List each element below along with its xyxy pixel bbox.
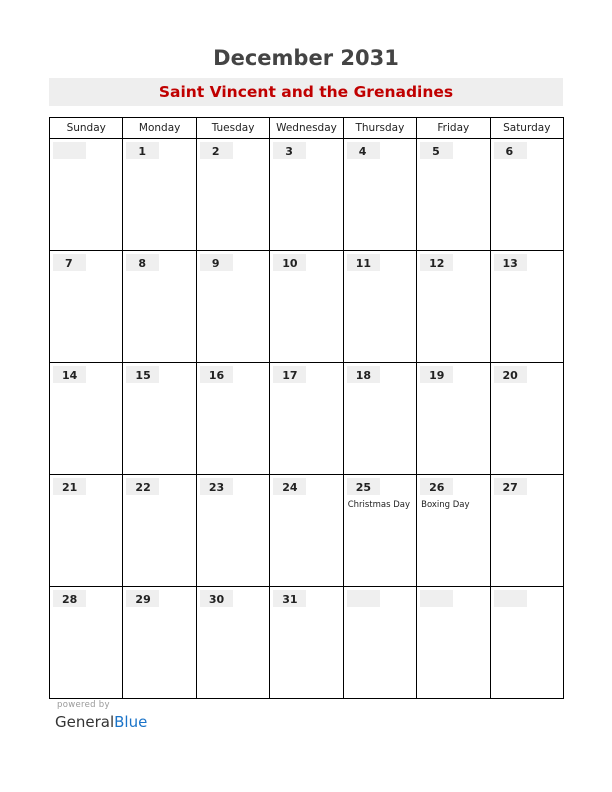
holiday-label: Boxing Day: [421, 500, 470, 510]
day-cell[interactable]: [343, 587, 416, 699]
day-number: 26: [429, 481, 445, 494]
day-cell[interactable]: [417, 139, 490, 251]
day-cell[interactable]: [196, 251, 269, 363]
day-cell[interactable]: [123, 475, 196, 587]
day-cell[interactable]: [343, 475, 416, 587]
day-cell[interactable]: [270, 139, 343, 251]
day-cell[interactable]: [270, 251, 343, 363]
day-cell[interactable]: [123, 251, 196, 363]
day-cell[interactable]: [196, 139, 269, 251]
day-number: 3: [285, 145, 293, 158]
weekday-saturday: Saturday: [490, 118, 563, 139]
brand-blue: Blue: [114, 713, 148, 731]
day-number: 9: [211, 257, 220, 270]
day-cell[interactable]: [123, 587, 196, 699]
powered-by-text: powered by: [57, 700, 110, 710]
day-number: 7: [65, 257, 73, 270]
day-number-tab: [347, 590, 380, 607]
day-cell[interactable]: [50, 251, 123, 363]
day-cell[interactable]: [343, 363, 416, 475]
day-number: 5: [432, 145, 440, 158]
page-title: December 2031: [213, 46, 399, 70]
day-cell[interactable]: [343, 251, 416, 363]
country-name: Saint Vincent and the Grenadines: [158, 83, 454, 101]
weekday-header-row: [50, 118, 564, 139]
brand-logo[interactable]: [55, 713, 147, 731]
week-row: [50, 363, 564, 475]
day-cell[interactable]: [270, 363, 343, 475]
day-number: 17: [282, 369, 298, 382]
weekday-monday: Monday: [123, 118, 196, 139]
day-cell[interactable]: [490, 475, 563, 587]
day-number: 16: [208, 369, 225, 382]
day-cell[interactable]: [417, 475, 490, 587]
day-number: 10: [282, 257, 298, 270]
weekday-sunday: Sunday: [50, 118, 123, 139]
day-cell[interactable]: [123, 363, 196, 475]
day-number: 20: [502, 369, 518, 382]
day-number: 22: [135, 481, 151, 494]
day-number: 2: [211, 145, 220, 158]
day-number-tab: [494, 590, 527, 607]
day-number: 6: [505, 145, 514, 158]
week-row: [50, 587, 564, 699]
day-number: 23: [208, 481, 225, 494]
day-number: 29: [135, 593, 151, 606]
day-number: 30: [208, 593, 225, 606]
day-cell[interactable]: [417, 251, 490, 363]
day-cell[interactable]: [123, 139, 196, 251]
day-number: 18: [355, 369, 371, 382]
day-cell[interactable]: [270, 475, 343, 587]
day-cell[interactable]: [490, 139, 563, 251]
holiday-label: Christmas Day: [347, 500, 411, 510]
day-number: 15: [135, 369, 151, 382]
weekday-friday: Friday: [417, 118, 490, 139]
day-cell[interactable]: [196, 363, 269, 475]
day-number: 28: [62, 593, 78, 606]
weekday-tuesday: Tuesday: [196, 118, 269, 139]
calendar-grid: [49, 117, 564, 699]
day-number: 24: [282, 481, 298, 494]
day-cell[interactable]: [50, 475, 123, 587]
week-row: [50, 251, 564, 363]
day-cell[interactable]: [270, 587, 343, 699]
day-cell[interactable]: [50, 139, 123, 251]
brand-general: General: [55, 713, 115, 731]
country-banner: [49, 78, 563, 106]
day-number: 8: [138, 257, 147, 270]
day-number: 21: [62, 481, 78, 494]
day-cell[interactable]: [490, 363, 563, 475]
day-number: 4: [358, 145, 367, 158]
day-number: 1: [138, 145, 147, 158]
day-number: 13: [502, 257, 518, 270]
weekday-thursday: Thursday: [343, 118, 416, 139]
day-cell[interactable]: [490, 587, 563, 699]
week-row: [50, 475, 564, 587]
day-number-tab: [53, 142, 86, 159]
day-number: 12: [429, 257, 445, 270]
day-cell[interactable]: [490, 251, 563, 363]
day-number: 31: [282, 593, 298, 606]
day-cell[interactable]: [50, 587, 123, 699]
day-cell[interactable]: [196, 587, 269, 699]
day-number: 19: [429, 369, 445, 382]
day-cell[interactable]: [343, 139, 416, 251]
day-number: 11: [355, 257, 371, 270]
day-number: 25: [355, 481, 371, 494]
day-cell[interactable]: [417, 587, 490, 699]
week-row: [50, 139, 564, 251]
day-cell[interactable]: [417, 363, 490, 475]
weekday-wednesday: Wednesday: [270, 118, 343, 139]
day-cell[interactable]: [196, 475, 269, 587]
day-number: 27: [502, 481, 518, 494]
day-number: 14: [62, 369, 78, 382]
day-cell[interactable]: [50, 363, 123, 475]
day-number-tab: [420, 590, 453, 607]
